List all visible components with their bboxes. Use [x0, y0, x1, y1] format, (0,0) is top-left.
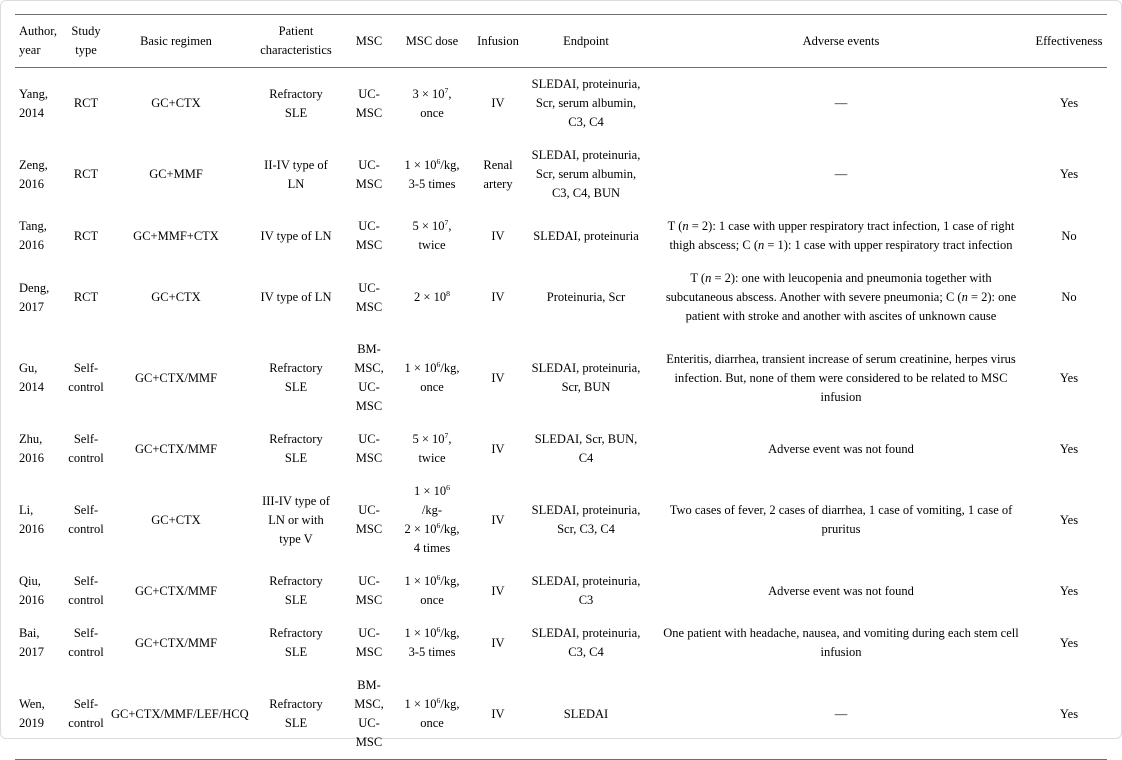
cell-adverse-events: T (n = 2): one with leucopenia and pneumonia together with subcutaneous abscess. Another with severe pneumonia; C (n = 2): one patient with stroke and another with ascites of unknown cause [665, 271, 1017, 323]
cell-study-type: Self- control [63, 669, 109, 760]
cell-patient-characteristics: Refractory SLE [269, 361, 323, 394]
table-row [15, 262, 1107, 333]
cell-basic-regimen: GC+CTX/MMF [134, 583, 218, 598]
column-header-author: Author, year [15, 15, 63, 68]
column-header-study_type: Study type [63, 15, 109, 68]
column-header-endpoint: Endpoint [521, 15, 651, 68]
cell-effectiveness: No [1061, 228, 1077, 243]
cell-endpoint: SLEDAI, proteinuria, Scr, C3, C4 [531, 503, 641, 536]
cell-infusion-route: IV [491, 290, 505, 304]
cell-adverse-events: T (n = 2): 1 case with upper respiratory tract infection, 1 case of right thigh abscess; C (n = 1): 1 case with upper respiratory tract infection [667, 219, 1015, 252]
cell-basic-regimen: GC+MMF+CTX [133, 228, 219, 243]
cell-msc-dose: $2 \times 10^8$ [414, 288, 450, 304]
cell-effectiveness: Yes [1059, 370, 1079, 385]
cell-endpoint: SLEDAI, proteinuria, C3, C4 [531, 626, 641, 659]
cell-infusion-route: IV [491, 228, 505, 243]
cell-msc-dose: $1 \times 10^6/kg$, 3-5 times [404, 156, 460, 191]
table-row [15, 423, 1107, 475]
cell-msc-dose: $1 \times 10^6/kg$, once [404, 572, 460, 607]
cell-basic-regimen: GC+CTX/MMF [134, 441, 218, 456]
cell-msc-type: UC- MSC [355, 86, 383, 120]
cell-infusion-route: IV [491, 370, 505, 385]
cell-author-year: Wen, 2019 [15, 669, 63, 760]
cell-basic-regimen: GC+CTX/MMF [134, 370, 218, 385]
cell-msc-dose: $1 \times 10^6$ /kg- $2 \times 10^6/kg$, 4 times [404, 482, 460, 555]
cell-patient-characteristics: IV type of LN [260, 228, 332, 243]
cell-infusion-route: IV [491, 96, 505, 110]
cell-effectiveness: Yes [1059, 96, 1079, 110]
table-row [15, 475, 1107, 565]
table-row [15, 565, 1107, 617]
cell-msc-type: UC- MSC [355, 574, 383, 607]
cell-effectiveness: Yes [1059, 635, 1079, 650]
cell-basic-regimen: GC+CTX/MMF/LEF/HCQ [109, 669, 243, 760]
cell-endpoint: SLEDAI, proteinuria, Scr, BUN [531, 361, 641, 394]
table-row [15, 669, 1107, 760]
cell-endpoint: SLEDAI, proteinuria, C3 [531, 574, 641, 607]
cell-patient-characteristics: IV type of LN [260, 290, 332, 304]
cell-study-type: RCT [73, 96, 99, 110]
cell-author-year: Deng, 2017 [19, 280, 50, 314]
cell-study-type: RCT [73, 167, 99, 181]
cell-msc-type: UC- MSC [355, 503, 383, 536]
cell-msc-dose: $5 \times 10^7$, twice [412, 430, 452, 465]
cell-adverse-events: — [651, 669, 1031, 760]
column-header-msc: MSC [349, 15, 389, 68]
cell-author-year: Bai, 2017 [19, 626, 44, 659]
cell-infusion-route: IV [475, 669, 521, 760]
cell-study-type: Self- control [68, 626, 104, 659]
cell-patient-characteristics: Refractory SLE [269, 86, 323, 120]
cell-effectiveness: Yes [1031, 669, 1107, 760]
cell-author-year: Zeng, 2016 [19, 157, 48, 191]
cell-patient-characteristics: III-IV type of LN or with type V [262, 493, 330, 546]
clinical-studies-table [15, 14, 1107, 760]
cell-author-year: Li, 2016 [19, 503, 44, 536]
cell-endpoint: Proteinuria, Scr [546, 290, 626, 304]
table-row [15, 68, 1107, 140]
cell-infusion-route: IV [491, 635, 505, 650]
column-header-dose: MSC dose [389, 15, 475, 68]
table-row [15, 333, 1107, 423]
table-row [15, 210, 1107, 262]
cell-basic-regimen: GC+CTX [151, 96, 201, 110]
cell-msc-type: UC- MSC [355, 157, 383, 191]
table-row [15, 617, 1107, 669]
table-header-row [15, 15, 1107, 68]
cell-patient-characteristics: II-IV type of LN [264, 157, 328, 191]
cell-effectiveness: No [1061, 290, 1077, 304]
cell-endpoint: SLEDAI, proteinuria, Scr, serum albumin, C3, C4 [531, 77, 641, 129]
cell-effectiveness: Yes [1059, 583, 1079, 598]
cell-msc-dose: $5 \times 10^7$, twice [412, 217, 452, 252]
cell-author-year: Zhu, 2016 [19, 432, 44, 465]
cell-endpoint: SLEDAI, proteinuria [533, 228, 639, 243]
cell-msc-type: UC- MSC [355, 432, 383, 465]
cell-author-year: Tang, 2016 [19, 219, 47, 252]
cell-msc-type: UC- MSC [355, 219, 383, 252]
cell-msc-type: BM- MSC, UC- MSC [349, 669, 389, 760]
cell-endpoint: SLEDAI, Scr, BUN, C4 [534, 432, 638, 465]
cell-infusion-route: Renal artery [483, 157, 513, 191]
cell-endpoint: SLEDAI [521, 669, 651, 760]
cell-adverse-events: Adverse event was not found [768, 583, 914, 598]
cell-adverse-events: Enteritis, diarrhea, transient increase of serum creatinine, herpes virus infection. But, none of them were considered to be related to MSC infusion [666, 351, 1016, 404]
table-row [15, 139, 1107, 210]
cell-patient-characteristics: Refractory SLE [269, 626, 323, 659]
cell-adverse-events: One patient with headache, nausea, and vomiting during each stem cell infusion [663, 626, 1019, 659]
column-header-effectiveness: Effectiveness [1031, 15, 1107, 68]
cell-patient-characteristics: Refractory SLE [269, 574, 323, 607]
column-header-adverse: Adverse events [651, 15, 1031, 68]
cell-patient-characteristics: Refractory SLE [243, 669, 349, 760]
cell-study-type: RCT [73, 228, 99, 243]
cell-infusion-route: IV [491, 512, 505, 527]
cell-basic-regimen: GC+CTX [151, 512, 201, 527]
cell-basic-regimen: GC+CTX/MMF [134, 635, 218, 650]
cell-author-year: Yang, 2014 [19, 86, 48, 120]
cell-endpoint: SLEDAI, proteinuria, Scr, serum albumin, C3, C4, BUN [531, 148, 641, 200]
cell-study-type: RCT [73, 290, 99, 304]
cell-msc-type: UC- MSC [355, 280, 383, 314]
cell-infusion-route: IV [491, 441, 505, 456]
cell-msc-dose: $1 \times 10^6/kg$, once [389, 669, 475, 760]
cell-msc-dose: $3 \times 10^7$, once [412, 85, 452, 120]
cell-adverse-events: Adverse event was not found [768, 441, 914, 456]
cell-basic-regimen: GC+CTX [151, 290, 201, 304]
cell-effectiveness: Yes [1059, 512, 1079, 527]
cell-msc-dose: $1 \times 10^6/kg$, 3-5 times [404, 624, 460, 659]
cell-adverse-events: — [834, 96, 848, 110]
cell-msc-dose: $1 \times 10^6/kg$, once [404, 359, 460, 394]
cell-effectiveness: Yes [1059, 167, 1079, 181]
cell-study-type: Self- control [68, 361, 104, 394]
cell-study-type: Self- control [68, 574, 104, 607]
cell-infusion-route: IV [491, 583, 505, 598]
cell-adverse-events: — [834, 167, 848, 181]
column-header-infusion: Infusion [475, 15, 521, 68]
cell-study-type: Self- control [68, 432, 104, 465]
cell-adverse-events: Two cases of fever, 2 cases of diarrhea, 1 case of vomiting, 1 case of pruritus [669, 503, 1013, 536]
cell-effectiveness: Yes [1059, 441, 1079, 456]
cell-author-year: Gu, 2014 [19, 361, 44, 394]
column-header-patient: Patient characteristics [243, 15, 349, 68]
cell-study-type: Self- control [68, 503, 104, 536]
cell-patient-characteristics: Refractory SLE [269, 432, 323, 465]
cell-msc-type: BM- MSC, UC- MSC [354, 342, 384, 413]
cell-author-year: Qiu, 2016 [19, 574, 44, 607]
cell-basic-regimen: GC+MMF [149, 167, 203, 181]
column-header-regimen: Basic regimen [109, 15, 243, 68]
cell-msc-type: UC- MSC [355, 626, 383, 659]
